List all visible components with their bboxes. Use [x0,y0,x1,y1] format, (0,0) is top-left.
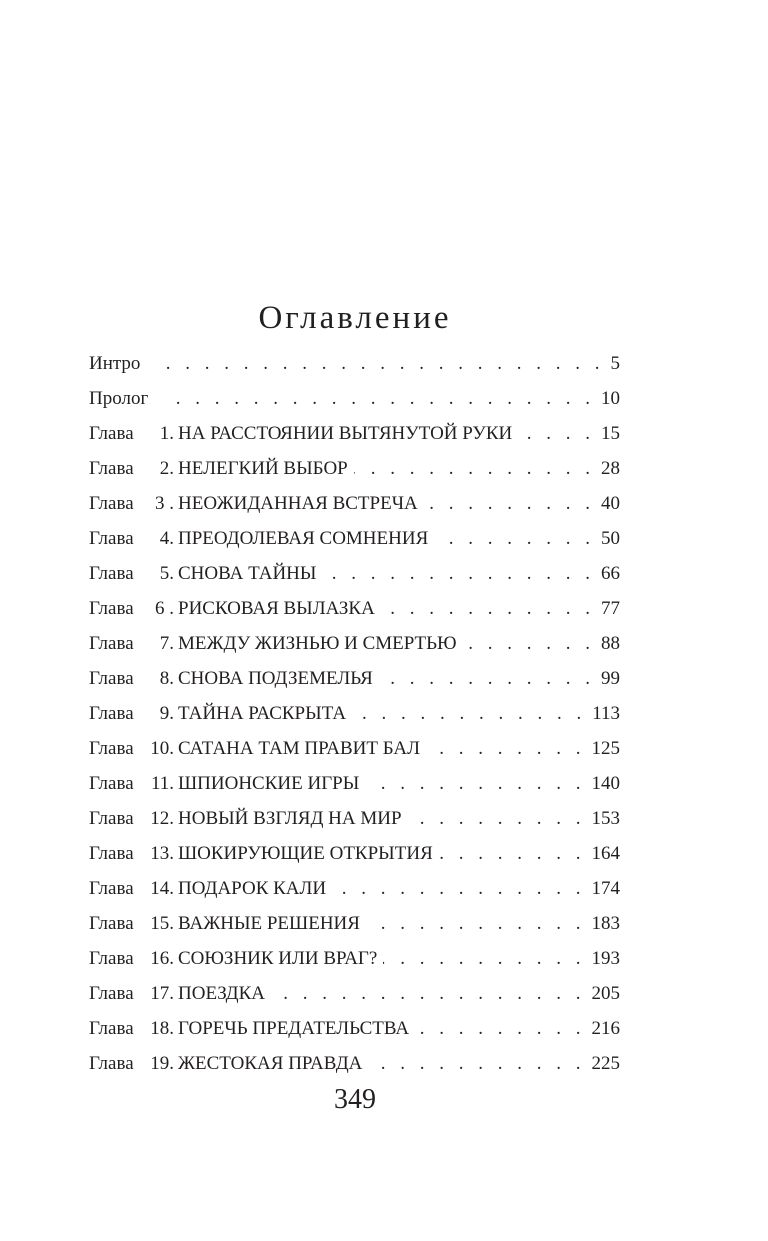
dot-leader [424,486,595,521]
toc-entry [89,801,620,836]
toc-entry-label: Глава [89,703,134,724]
dot-leader [439,836,586,871]
toc-entry-page: 193 [591,948,620,969]
dot-leader [322,556,595,591]
toc-entry-title: ТАЙНА РАСКРЫТА [178,703,347,724]
toc-entry [89,661,620,696]
toc-entry-number: 14. [150,878,174,899]
table-of-contents [89,346,620,1081]
toc-entry-page: 77 [601,598,620,619]
page-title: Оглавление [258,300,452,336]
toc-entry-title: ПОЕЗДКА [178,983,265,1004]
dot-leader [152,346,604,381]
toc-entry-label: Глава [89,808,134,829]
dot-leader [332,871,585,906]
toc-entry-label: Глава [89,423,134,444]
toc-entry-page: 164 [591,843,620,864]
toc-entry-page: 113 [592,703,620,724]
toc-entry-label: Глава [89,563,134,584]
toc-entry-page: 225 [591,1053,620,1074]
dot-leader [415,1011,585,1046]
toc-entry-number: 13. [150,843,174,864]
toc-entry [89,451,620,486]
dot-leader [383,941,585,976]
toc-entry [89,626,620,661]
toc-entry-number: 7. [159,633,174,654]
toc-entry-page: 99 [601,668,620,689]
toc-entry [89,416,620,451]
toc-entry-page: 153 [591,808,620,829]
toc-entry-title: ПОДАРОК КАЛИ [178,878,327,899]
toc-entry-label: Глава [89,773,134,794]
dot-leader [434,521,595,556]
dot-leader [408,801,586,836]
toc-entry-label: Глава [89,1018,134,1039]
toc-entry-label: Глава [89,598,134,619]
toc-entry-page: 50 [601,528,620,549]
toc-entry-page: 140 [591,773,620,794]
toc-entry [89,696,620,731]
toc-entry-title: ШПИОНСКИЕ ИГРЫ [178,773,360,794]
dot-leader [271,976,586,1011]
toc-entry-title: СОЮЗНИК ИЛИ ВРАГ? [178,948,378,969]
dot-leader [160,381,595,416]
toc-entry-number: 3 . [155,493,174,514]
toc-entry-label: Глава [89,493,134,514]
toc-entry-number: 11. [150,773,174,794]
toc-entry [89,346,620,381]
toc-entry [89,941,620,976]
toc-entry [89,486,620,521]
toc-entry [89,871,620,906]
page-number: 349 [334,1084,376,1115]
dot-leader [518,416,595,451]
toc-entry-label: Глава [89,913,134,934]
toc-entry-page: 205 [591,983,620,1004]
toc-entry [89,1011,620,1046]
toc-entry-label: Глава [89,1053,134,1074]
dot-leader [381,591,595,626]
toc-entry-number: 16. [150,948,174,969]
toc-entry-title: НЕЛЕГКИЙ ВЫБОР [178,458,348,479]
toc-entry-number: 4. [159,528,174,549]
toc-entry-number: 15. [150,913,174,934]
toc-entry-label: Глава [89,458,134,479]
toc-entry-title: ПРЕОДОЛЕВАЯ СОМНЕНИЯ [178,528,429,549]
toc-entry-title: МЕЖДУ ЖИЗНЬЮ И СМЕРТЬЮ [178,633,457,654]
toc-entry-label: Глава [89,948,134,969]
toc-entry-label: Глава [89,528,134,549]
toc-entry-page: 66 [601,563,620,584]
dot-leader [354,451,595,486]
toc-entry-number: 6 . [155,598,174,619]
toc-entry-number: 2. [159,458,174,479]
toc-entry [89,906,620,941]
toc-entry [89,836,620,871]
toc-entry [89,521,620,556]
toc-entry-label: Интро [89,353,141,374]
toc-entry-title: РИСКОВАЯ ВЫЛАЗКА [178,598,375,619]
toc-entry-label: Глава [89,878,134,899]
dot-leader [366,906,586,941]
toc-entry [89,766,620,801]
toc-entry-title: НОВЫЙ ВЗГЛЯД НА МИР [178,808,402,829]
toc-entry-number: 19. [150,1053,174,1074]
dot-leader [352,696,586,731]
toc-entry-label: Глава [89,668,134,689]
toc-entry-label: Пролог [89,388,149,409]
toc-entry-title: ГОРЕЧЬ ПРЕДАТЕЛЬСТВА [178,1018,410,1039]
toc-entry [89,591,620,626]
toc-entry-title: НА РАССТОЯНИИ ВЫТЯНУТОЙ РУКИ [178,423,513,444]
toc-entry-title: САТАНА ТАМ ПРАВИТ БАЛ [178,738,420,759]
dot-leader [379,661,595,696]
toc-entry-page: 28 [601,458,620,479]
dot-leader [368,1046,585,1081]
toc-entry [89,731,620,766]
toc-entry-label: Глава [89,983,134,1004]
toc-entry-page: 183 [591,913,620,934]
toc-entry-title: СНОВА ТАЙНЫ [178,563,317,584]
toc-entry-number: 5. [159,563,174,584]
toc-entry [89,556,620,591]
toc-entry-title: НЕОЖИДАННАЯ ВСТРЕЧА [178,493,418,514]
toc-entry-number: 10. [150,738,174,759]
toc-entry [89,976,620,1011]
toc-entry-title: ЖЕСТОКАЯ ПРАВДА [178,1053,363,1074]
dot-leader [426,731,586,766]
toc-entry [89,1046,620,1081]
toc-entry-page: 88 [601,633,620,654]
toc-entry-page: 174 [591,878,620,899]
toc-entry-page: 5 [610,353,620,374]
toc-entry-label: Глава [89,738,134,759]
toc-entry-page: 40 [601,493,620,514]
toc-entry-number: 18. [150,1018,174,1039]
toc-entry-title: ВАЖНЫЕ РЕШЕНИЯ [178,913,360,934]
toc-entry-page: 15 [601,423,620,444]
toc-entry-number: 12. [150,808,174,829]
toc-entry-number: 9. [159,703,174,724]
toc-entry-page: 125 [591,738,620,759]
toc-entry-number: 1. [159,423,174,444]
toc-entry-label: Глава [89,843,134,864]
toc-entry-number: 8. [159,668,174,689]
toc-entry-page: 216 [591,1018,620,1039]
toc-entry-label: Глава [89,633,134,654]
toc-entry-number: 17. [150,983,174,1004]
toc-entry [89,381,620,416]
dot-leader [463,626,595,661]
toc-entry-page: 10 [601,388,620,409]
toc-entry-title: СНОВА ПОДЗЕМЕЛЬЯ [178,668,373,689]
dot-leader [365,766,585,801]
toc-entry-title: ШОКИРУЮЩИЕ ОТКРЫТИЯ [178,843,433,864]
